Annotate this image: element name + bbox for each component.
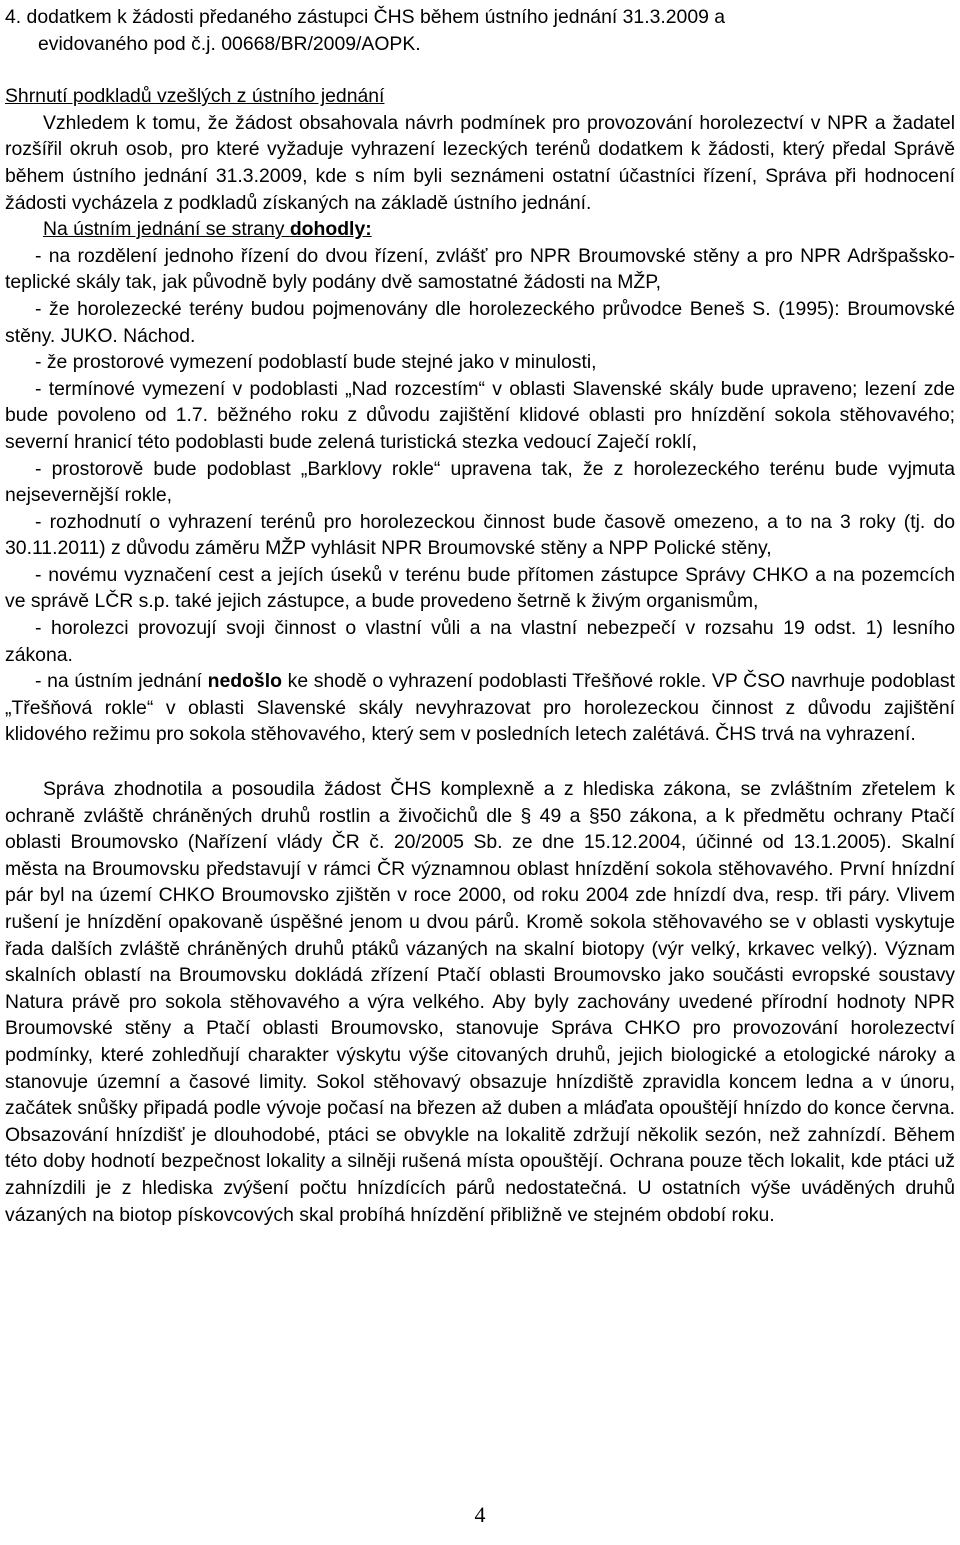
item-4-line-1: 4. dodatkem k žádosti předaného zástupci ČHS během ústního jednání 31.3.2009 a — [5, 6, 726, 28]
not-agreed-prefix: - na ústním jednání — [35, 670, 208, 693]
agreement-item-6: - rozhodnutí o vyhrazení terénů pro horolezeckou činnost bude časově omezeno, a to na 3 roky (tj. do 30.11.2011) z důvodu záměru MŽP vyhlásit NPR Broumovské stěny a NPP Polické stěny, — [5, 510, 955, 560]
agreement-intro-bold: dohodly: — [289, 218, 372, 241]
agreement-intro-text: Na ústním jednání se strany — [43, 218, 290, 241]
agreement-item-2: - že horolezecké terény budou pojmenovány dle horolezeckého průvodce Beneš S. (1995): Broumovské stěny. JUKO. Náchod. — [5, 297, 955, 347]
page-number: 4 — [474, 1502, 486, 1527]
agreement-item-1: - na rozdělení jednoho řízení do dvou řízení, zvlášť pro NPR Broumovské stěny a pro NPR Adršpašsko-teplické skály tak, jak původně byly podány dvě samostatné žádosti na MŽP, — [5, 244, 955, 294]
spacer — [5, 57, 955, 83]
agreement-item-7: - novému vyznačení cest a jejích úseků v terénu bude přítomen zástupce Správy CHKO a na pozemcích ve správě LČR s.p. také jejich zástupce, a bude provedeno šetrně k živým organismům, — [5, 563, 955, 613]
agreement-not-agreed — [5, 668, 955, 748]
summary-heading: Shrnutí podkladů vzešlých z ústního jednání — [5, 85, 385, 108]
spacer — [5, 748, 955, 776]
agreement-intro — [5, 216, 955, 243]
assessment-paragraph: Správa zhodnotila a posoudila žádost ČHS komplexně a z hlediska zákona, se zvláštním zřetelem k ochraně zvláště chráněných druhů rostlin a živočichů dle § 49 a §50 zákona, a k předmětu ochrany Ptačí oblasti Broumovsko (Nařízení vlády ČR č. 20/2005 Sb. ze dne 15.12.2004, účinné od 13.1.2005). Skalní města na Broumovsku představují v rámci ČR významnou oblast hnízdění sokola stěhovavého. První hnízdní pár byl na území CHKO Broumovsko zjištěn v roce 2000, od roku 2004 zde hnízdí dva, resp. tři páry. Vlivem rušení je hnízdění opakovaně úspěšné jenom u dvou párů. Kromě sokola stěhovavého se v oblasti vyskytuje řada dalších zvláště chráněných druhů ptáků vázaných na skalní biotopy (výr velký, krkavec velký). Význam skalních oblastí na Broumovsku dokládá zřízení Ptačí oblasti Broumovsko jako součásti evropské soustavy Natura právě pro sokola stěhovavého a výra velkého. Aby byly zachovány uvedené přírodní hodnoty NPR Broumovské stěny a Ptačí oblasti Broumovsko, stanovuje Správa CHKO pro provozování horolezectví podmínky, které zohledňují charakter výskytu výše citovaných druhů, jejich biologické a etologické nároky a stanovuje územní a časové limity. Sokol stěhovavý obsazuje hnízdiště zpravidla koncem ledna a v únoru, začátek snůšky připadá podle vývoje počasí na březen až duben a mláďata opouštějí hnízdo do konce června. Obsazování hnízdišť je dlouhodobé, ptáci se obvykle na lokalitě zdržují několik sezón, než zahnízdí. Během této doby hodnotí bezpečnost lokality a silněji rušená místa opouštějí. Ochrana pouze těch lokalit, kde ptáci už zahnízdili je z hlediska zvýšení počtu hnízdících párů nedostatečná. U ostatních výše uváděných druhů vázaných na biotop pískovcových skal probíhá hnízdění přibližně ve stejném období roku. — [5, 778, 955, 1226]
not-agreed-bold: nedošlo — [207, 670, 282, 693]
agreement-item-4: - termínové vymezení v podoblasti „Nad rozcestím“ v oblasti Slavenské skály bude upraveno; lezení zde bude povoleno od 1.7. běžného roku z důvodu zajištění klidové oblasti pro hnízdění sokola stěhovavého; severní hranicí této podoblasti bude zelená turistická stezka vedoucí Zaječí roklí, — [5, 377, 955, 453]
agreement-item-3: - že prostorové vymezení podoblastí bude stejné jako v minulosti, — [35, 351, 597, 374]
document-page — [5, 4, 955, 1228]
item-4-line-2: evidovaného pod č.j. 00668/BR/2009/AOPK. — [38, 32, 421, 55]
not-agreed-rest: ke shodě o vyhrazení podoblasti Třešňové rokle. VP ČSO navrhuje podoblast „Třešňová rokle“ v oblasti Slavenské skály nevyhrazovat pro horolezeckou činnost z důvodu zajištění klidového režimu pro sokola stěhovavého, který sem v posledních letech zalétává. ČHS trvá na vyhrazení. — [5, 670, 955, 746]
summary-paragraph: Vzhledem k tomu, že žádost obsahovala návrh podmínek pro provozování horolezectví v NPR a žadatel rozšířil okruh osob, pro které vyžaduje vyhrazení lezeckých terénů dodatkem k žádosti, který předal Správě během ústního jednání 31.3.2009, kde s ním byli seznámeni ostatní účastníci řízení, Správa při hodnocení žádosti vycházela z podkladů získaných na základě ústního jednání. — [5, 111, 955, 214]
agreement-item-5: - prostorově bude podoblast „Barklovy rokle“ upravena tak, že z horolezeckého terénu bude vyjmuta nejsevernější rokle, — [5, 457, 955, 507]
agreement-item-8: - horolezci provozují svoji činnost o vlastní vůli a na vlastní nebezpečí v rozsahu 19 odst. 1) lesního zákona. — [5, 617, 955, 666]
